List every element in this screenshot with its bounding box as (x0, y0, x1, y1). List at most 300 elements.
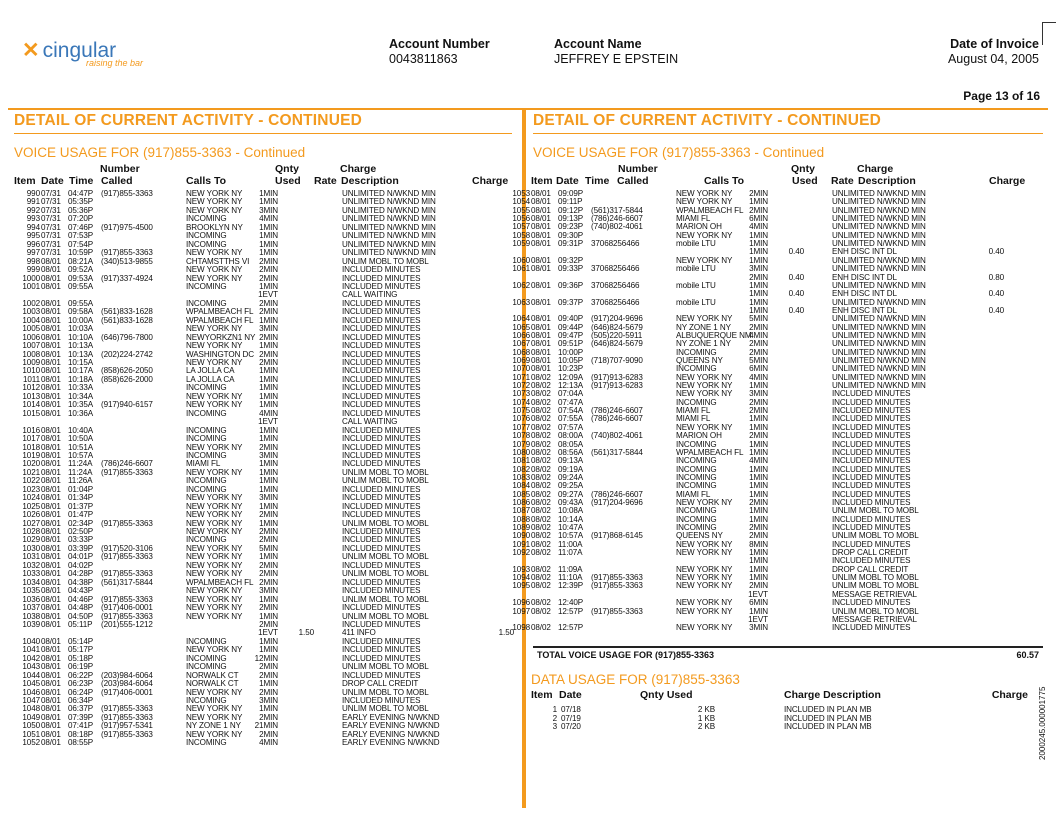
cell-time: 07:04A (558, 389, 584, 399)
cell-time: 10:35A (68, 400, 94, 410)
cell-time: 06:34P (68, 696, 94, 705)
cell-item: 998 (26, 256, 40, 266)
cell-description: UNLIMITED N/WKND MIN (832, 197, 926, 207)
cell-time: 08:56A (558, 447, 584, 457)
cell-item: 1026 (22, 510, 40, 520)
cell-used: 1MIN (259, 679, 278, 689)
hdr-rate: Rate (314, 175, 337, 187)
cell-called: (786)246-6607 (591, 406, 643, 416)
cell-used: 2MIN (259, 273, 278, 283)
cell-description: INCLUDED MINUTES (342, 366, 421, 376)
cell-time: 09:40P (558, 314, 584, 324)
cell-used: 1MIN (749, 472, 768, 482)
cell-used: 3MIN (749, 389, 768, 399)
cell-time: 05:36P (68, 205, 94, 215)
cell-date: 08/02 (531, 406, 551, 416)
cell-time: 11:24A (68, 467, 93, 477)
cell-time: 05:35P (68, 197, 94, 207)
cell-used: 2MIN (259, 577, 278, 587)
cell-time: 06:23P (68, 679, 94, 689)
cell-description: INCLUDED MINUTES (342, 484, 421, 494)
cell-called: (917)855-3363 (101, 704, 153, 714)
cell-calls-to: NEW YORK NY (676, 606, 733, 616)
cell-item: 996 (26, 239, 40, 249)
cell-time: 04:38P (68, 577, 94, 587)
cell-used: 4MIN (259, 738, 278, 748)
cell-description: UNLIMITED N/WKND MIN (832, 330, 926, 340)
cell-called: (917)913-6283 (591, 372, 643, 382)
cell-item: 1060 (512, 255, 530, 265)
cell-calls-to: NEW YORK NY (186, 501, 243, 511)
cell-item: 1007 (22, 341, 40, 351)
cell-description: INCLUDED MINUTES (832, 523, 911, 532)
cell-used: 1MIN (259, 374, 278, 384)
cell-used: 2MIN (259, 569, 278, 579)
cell-time: 04:46P (68, 594, 94, 604)
cell-item: 1055 (512, 205, 530, 215)
cell-date: 08/02 (531, 531, 551, 541)
cell-calls-to: NEW YORK NY (186, 442, 243, 452)
cell-item: 1014 (22, 400, 40, 410)
cell-called: (917)855-3363 (591, 606, 643, 616)
cell-calls-to: NEW YORK NY (186, 712, 243, 722)
cell-used: 1MIN (749, 556, 768, 566)
cell-item: 1037 (22, 603, 40, 613)
cell-item: 992 (26, 205, 40, 215)
cell-description: UNLIMITED N/WKND MIN (832, 230, 926, 240)
cell-date: 08/01 (41, 653, 61, 663)
total-voice-value: 60.57 (1016, 650, 1039, 660)
cell-date: 08/01 (41, 400, 61, 410)
cell-time: 05:18P (68, 653, 94, 663)
cell-qnty: 2 KB (697, 705, 715, 714)
cell-called: (917)406-0001 (101, 687, 153, 697)
cell-item: 1056 (512, 214, 530, 224)
cell-item: 1013 (22, 391, 40, 401)
cell-calls-to: NEW YORK NY (186, 586, 243, 596)
cell-calls-to: NEW YORK NY (186, 729, 243, 739)
hdr-calls-to-r: Calls To (704, 175, 745, 187)
cell-item: 1061 (512, 264, 530, 274)
cell-calls-to: mobile LTU (676, 264, 716, 274)
cell-calls-to: INCOMING (186, 636, 227, 646)
cell-used: 2MIN (259, 349, 278, 359)
cell-description: UNLIM MOBL TO MOBL (342, 256, 429, 266)
cell-time: 10:36A (68, 408, 94, 418)
cell-time: 07:47A (558, 397, 584, 407)
cell-date: 08/01 (531, 214, 551, 224)
cell-item: 1080 (512, 447, 530, 457)
cell-calls-to: INCOMING (186, 281, 227, 291)
cell-rate: 0.40 (788, 305, 804, 315)
cell-description: INCLUDED MINUTES (342, 543, 421, 553)
cell-description: UNLIM MOBL TO MOBL (832, 573, 919, 583)
cell-description: INCLUDED MINUTES (832, 439, 911, 449)
cell-calls-to: NEW YORK NY (186, 527, 243, 536)
cell-used: 2MIN (259, 603, 278, 613)
cell-calls-to: NEW YORK NY (186, 324, 243, 334)
cell-called: (917)913-6283 (591, 381, 643, 391)
cell-time: 09:55A (68, 298, 94, 308)
cell-used: 3MIN (749, 264, 768, 274)
cell-used: 1EVT (748, 614, 768, 624)
cell-calls-to: NEW YORK NY (676, 548, 733, 558)
cell-time: 07:46P (68, 222, 94, 232)
cell-time: 01:04P (68, 484, 94, 494)
cingular-x-icon: ✕ (22, 39, 40, 62)
cell-item: 1039 (22, 619, 40, 629)
cell-used: 1MIN (259, 501, 278, 511)
cell-item: 997 (26, 248, 40, 258)
cell-calls-to: NEW YORK NY (186, 265, 243, 275)
cell-called: (786)246-6607 (591, 214, 643, 224)
cell-used: 2MIN (259, 619, 278, 629)
cell-calls-to: MIAMI FL (676, 214, 711, 224)
cell-date: 08/01 (41, 662, 61, 672)
cell-time: 09:24A (558, 472, 584, 482)
cell-used: 1MIN (749, 289, 768, 299)
cell-time: 11:07A (558, 548, 583, 558)
cell-rate: 1.50 (298, 628, 314, 638)
cell-called: 37068256466 (591, 264, 640, 274)
cell-time: 11:10A (558, 573, 583, 583)
cell-description: UNLIMITED N/WKND MIN (342, 214, 436, 224)
cell-time: 09:52A (68, 265, 94, 275)
cell-item: 1038 (22, 611, 40, 621)
cell-charge: 1.50 (498, 628, 514, 638)
cell-item: 2 (552, 713, 557, 723)
cell-time: 09:09P (558, 189, 584, 198)
cell-date: 08/01 (531, 314, 551, 324)
cell-called: (646)824-5679 (591, 322, 643, 332)
cell-called: (917)855-3363 (101, 594, 153, 604)
cell-date: 08/01 (41, 493, 61, 503)
cell-time: 04:01P (68, 552, 94, 562)
cell-item: 1065 (512, 322, 530, 332)
cell-description: UNLIMITED N/WKND MIN (832, 280, 926, 290)
cell-item: 1030 (22, 543, 40, 553)
cell-time: 10:51A (68, 442, 94, 452)
cell-time: 11:09A (558, 564, 583, 574)
cell-used: 1MIN (259, 467, 278, 477)
cell-called: (917)855-3363 (101, 189, 153, 198)
cell-used: 1MIN (749, 422, 768, 432)
cell-date: 08/01 (531, 255, 551, 265)
cell-rate: 0.40 (788, 272, 804, 282)
cell-description: INCLUDED MINUTES (342, 653, 421, 663)
cell-description: UNLIM MOBL TO MOBL (342, 552, 429, 562)
cell-item: 1068 (512, 347, 530, 357)
cell-date: 08/01 (41, 527, 61, 536)
cell-description: EARLY EVENING N/WKND (342, 738, 440, 748)
cell-date: 08/01 (41, 721, 61, 731)
cell-date: 08/01 (41, 518, 61, 528)
cell-calls-to: INCOMING (676, 481, 717, 491)
cell-description: INCLUDED MINUTES (342, 493, 421, 503)
logo-text: cingular (42, 39, 117, 62)
cell-item: 1071 (512, 372, 530, 382)
cell-description: INCLUDED MINUTES (342, 425, 421, 435)
cell-description: INCLUDED MINUTES (342, 577, 421, 587)
cell-calls-to: INCOMING (186, 408, 227, 418)
cell-description: ENH DISC INT DL (832, 289, 897, 299)
cell-used: 1MIN (259, 248, 278, 258)
logo-tagline: raising the bar (86, 58, 144, 68)
cell-date: 07/31 (41, 248, 61, 258)
cell-calls-to: NORWALK CT (186, 679, 239, 689)
cell-description: INCLUDED MINUTES (342, 645, 421, 655)
cell-item: 1011 (22, 374, 40, 384)
cell-time: 05:17P (68, 645, 94, 655)
cell-date: 08/01 (41, 645, 61, 655)
cell-used: 4MIN (749, 456, 768, 466)
cell-date: 08/01 (41, 729, 61, 739)
cell-item: 1062 (512, 280, 530, 290)
cell-used: 1MIN (749, 506, 768, 516)
cell-time: 08:05A (558, 439, 584, 449)
cell-used: 1MIN (749, 481, 768, 491)
hdr-date: Date (41, 175, 64, 187)
cell-time: 11:24A (68, 459, 93, 469)
cell-calls-to: INCOMING (186, 653, 227, 663)
cell-time: 09:11P (558, 197, 583, 207)
cell-date: 08/01 (41, 332, 61, 342)
cell-used: 1MIN (259, 239, 278, 249)
cell-time: 12:09A (558, 372, 584, 382)
cell-calls-to: NY ZONE 1 NY (186, 721, 241, 731)
cell-calls-to: NEW YORK NY (676, 255, 733, 265)
cell-calls-to: NEW YORK NY (186, 687, 243, 697)
cell-description: INCLUDED MINUTES (832, 472, 911, 482)
cell-description: UNLIM MOBL TO MOBL (832, 606, 919, 616)
cell-description: EARLY EVENING N/WKND (342, 721, 440, 731)
cell-time: 10:13A (68, 341, 94, 351)
cell-used: 1MIN (749, 489, 768, 499)
cell-calls-to: NEW YORK NY (676, 230, 733, 240)
cell-time: 06:24P (68, 687, 94, 697)
cell-time: 01:47P (68, 510, 94, 520)
cell-date: 08/01 (531, 297, 551, 307)
cell-calls-to: MIAMI FL (676, 406, 711, 416)
cell-item: 1033 (22, 569, 40, 579)
cell-used: 2MIN (749, 347, 768, 357)
cell-item: 1049 (22, 712, 40, 722)
cell-item: 1043 (22, 662, 40, 672)
cell-time: 10:14A (558, 514, 584, 524)
cell-date: 07/19 (561, 713, 581, 723)
cell-calls-to: INCOMING (676, 523, 717, 532)
cell-called: (917)406-0001 (101, 603, 153, 613)
cell-date: 08/02 (531, 456, 551, 466)
top-rule (8, 108, 1048, 110)
cell-date: 08/01 (41, 358, 61, 367)
cell-description: UNLIM MOBL TO MOBL (342, 467, 429, 477)
cell-date: 08/01 (41, 366, 61, 376)
cell-item: 1050 (22, 721, 40, 731)
cell-called: (917)940-6157 (101, 400, 153, 410)
cell-used: 1MIN (259, 400, 278, 410)
cell-time: 10:00A (68, 315, 94, 325)
document-code: 2000245.000001775 (1038, 686, 1047, 760)
cell-date: 08/01 (531, 322, 551, 332)
cell-called: 37068256466 (591, 280, 640, 290)
cell-description: UNLIM MOBL TO MOBL (342, 476, 429, 486)
cell-date: 08/01 (41, 273, 61, 283)
cell-calls-to: INCOMING (676, 514, 717, 524)
cell-called: (917)204-9696 (591, 497, 643, 507)
cell-calls-to: INCOMING (676, 464, 717, 474)
cell-time: 07:53P (68, 231, 94, 241)
cell-item: 1021 (22, 467, 40, 477)
cell-used: 3MIN (749, 623, 768, 633)
cell-time: 07:55A (558, 414, 584, 424)
cell-description: UNLIMITED N/WKND MIN (832, 314, 926, 324)
cell-item: 1067 (512, 339, 530, 349)
cell-description: UNLIM MOBL TO MOBL (342, 662, 429, 672)
cell-item: 1054 (512, 197, 530, 207)
cell-item: 1096 (512, 598, 530, 608)
cell-used: 1MIN (259, 594, 278, 604)
hdr-number-r: Number (618, 163, 658, 175)
cell-calls-to: NEW YORK NY (186, 569, 243, 579)
data-usage-row (531, 722, 1031, 731)
cell-date: 07/31 (41, 222, 61, 232)
cell-used: 5MIN (259, 543, 278, 553)
cell-calls-to: NEW YORK NY (676, 581, 733, 591)
cell-item: 1093 (512, 564, 530, 574)
cell-description: INCLUDED MINUTES (832, 598, 911, 608)
cell-item: 1082 (512, 464, 530, 474)
cell-description: UNLIMITED N/WKND MIN (342, 231, 436, 241)
cell-used: 2MIN (259, 256, 278, 266)
cell-item: 1040 (22, 636, 40, 646)
cell-date: 08/02 (531, 372, 551, 382)
corner-mark (1042, 22, 1056, 45)
cell-time: 06:19P (68, 662, 94, 672)
cell-description: UNLIMITED N/WKND MIN (832, 205, 926, 215)
cell-calls-to: NEW YORK NY (186, 594, 243, 604)
cell-used: 1MIN (259, 645, 278, 655)
cell-used: 2MIN (749, 189, 768, 198)
cell-description: INCLUDED MINUTES (342, 307, 421, 317)
cell-calls-to: NEW YORK NY (186, 543, 243, 553)
account-name: JEFFREY E EPSTEIN (554, 52, 679, 66)
cell-item: 1022 (22, 476, 40, 486)
cell-date: 08/02 (531, 397, 551, 407)
cell-time: 07:41P (68, 721, 94, 731)
cell-used: 1MIN (259, 391, 278, 401)
cell-calls-to: NEW YORK NY (676, 573, 733, 583)
cell-used: 1MIN (749, 514, 768, 524)
cell-called: (201)555-1212 (101, 619, 153, 629)
cell-description: UNLIMITED N/WKND MIN (832, 339, 926, 349)
cell-description: CALL WAITING (342, 290, 398, 300)
cell-calls-to: QUEENS NY (676, 356, 723, 365)
cell-item: 1059 (512, 239, 530, 249)
cell-used: 2MIN (259, 527, 278, 536)
cell-charge: 0.80 (988, 272, 1004, 282)
cell-date: 08/01 (41, 315, 61, 325)
cell-description: INCLUDED MINUTES (832, 431, 911, 441)
cell-item: 1024 (22, 493, 40, 503)
cell-item: 1085 (512, 489, 530, 499)
cell-description: INCLUDED MINUTES (342, 560, 421, 570)
cell-description: INCLUDED MINUTES (832, 447, 911, 457)
cell-description: INCLUDED MINUTES (342, 450, 421, 460)
cell-date: 08/01 (531, 280, 551, 290)
cell-date: 08/01 (41, 256, 61, 266)
cell-used: 1MIN (259, 222, 278, 232)
cell-description: INCLUDED MINUTES (342, 442, 421, 452)
cell-time: 09:51P (558, 339, 584, 349)
cell-description: INCLUDED MINUTES (342, 535, 421, 545)
cell-description: INCLUDED MINUTES (342, 324, 421, 334)
cell-called: 37068256466 (591, 239, 640, 249)
cell-description: EARLY EVENING N/WKND (342, 712, 440, 722)
cell-used: 2MIN (259, 265, 278, 275)
cell-used: 1MIN (749, 255, 768, 265)
cell-date: 08/01 (531, 239, 551, 249)
cell-called: (917)337-4924 (101, 273, 153, 283)
cell-item: 1029 (22, 535, 40, 545)
cell-calls-to: NEW YORK NY (186, 341, 243, 351)
cell-date: 08/01 (531, 339, 551, 349)
cell-description: INCLUDED MINUTES (342, 501, 421, 511)
left-table-header (0, 164, 522, 188)
cell-description: INCLUDED MINUTES (832, 539, 911, 549)
cell-description: UNLIMITED N/WKND MIN (832, 347, 926, 357)
cell-used: 1MIN (749, 297, 768, 307)
cell-date: 08/01 (531, 356, 551, 365)
cell-time: 10:40A (68, 425, 94, 435)
cell-time: 09:23P (558, 222, 584, 232)
cell-called: (646)824-5679 (591, 339, 643, 349)
cell-time: 02:50P (68, 527, 94, 536)
cell-date: 08/02 (531, 548, 551, 558)
cell-item: 1017 (22, 434, 40, 444)
cell-item: 1010 (22, 366, 40, 376)
cell-calls-to: NEW YORK NY (676, 539, 733, 549)
cell-item: 1041 (22, 645, 40, 655)
cell-calls-to: WPALMBEACH FL (186, 307, 254, 317)
cell-description: INCLUDED MINUTES (342, 527, 421, 536)
cell-time: 10:57A (558, 531, 584, 541)
invoice-date: August 04, 2005 (947, 52, 1039, 66)
cell-time: 04:50P (68, 611, 94, 621)
cell-used: 2MIN (749, 205, 768, 215)
cell-date: 08/01 (531, 205, 551, 215)
cell-used: 2MIN (749, 406, 768, 416)
cell-description: UNLIMITED N/WKND MIN (832, 381, 926, 391)
cell-date: 08/01 (41, 687, 61, 697)
cell-time: 09:32P (558, 255, 584, 265)
cell-called: (917)855-3363 (101, 712, 153, 722)
cell-called: (917)855-3363 (591, 581, 643, 591)
cell-date: 08/01 (41, 535, 61, 545)
cell-used: 1MIN (749, 439, 768, 449)
cell-item: 1094 (512, 573, 530, 583)
data-hdr-charge-description: Charge Description (784, 689, 881, 701)
hdr-called: Called (101, 175, 133, 187)
cell-time: 04:47P (68, 189, 94, 198)
cell-description: INCLUDED MINUTES (832, 414, 911, 424)
cell-calls-to: MARION OH (676, 222, 722, 232)
cell-used: 2MIN (259, 687, 278, 697)
cell-calls-to: INCOMING (676, 397, 717, 407)
cell-calls-to: INCOMING (676, 506, 717, 516)
cell-used: 2MIN (749, 322, 768, 332)
cell-calls-to: NEW YORK NY (676, 598, 733, 608)
